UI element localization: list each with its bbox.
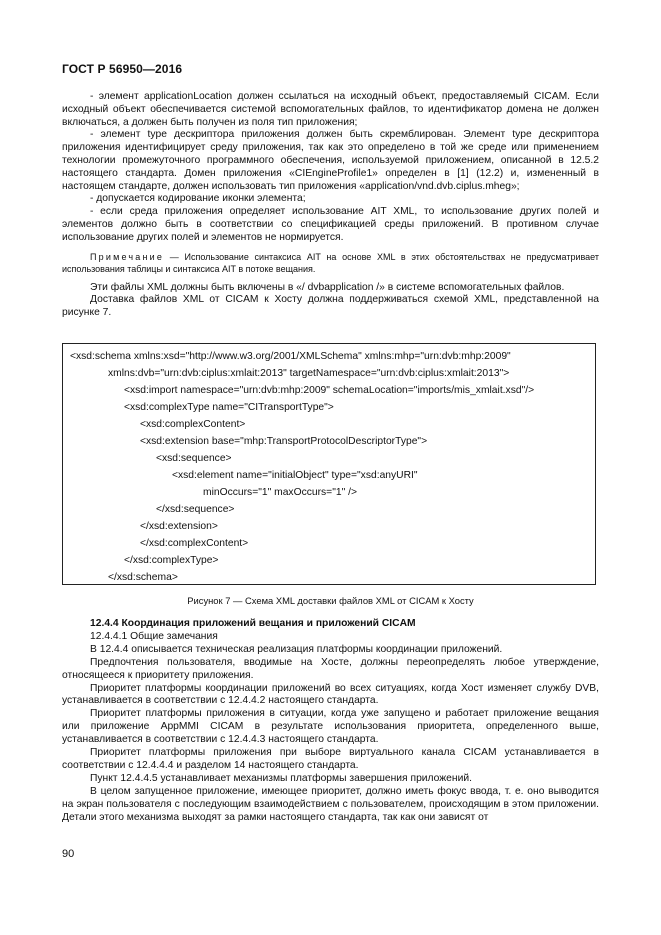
paragraph: Эти файлы XML должны быть включены в «/ dvbapplication /» в системе вспомогательных файлов. [90,281,565,293]
paragraph: В 12.4.4 описывается техническая реализация платформы координации приложений. [90,643,503,655]
code-line: <xsd:complexType name="CITransportType"> [124,402,334,413]
code-line: minOccurs="1" maxOccurs="1" /> [203,487,357,498]
document-header: ГОСТ Р 56950—2016 [62,62,183,76]
intro-text [62,91,599,320]
paragraph: Доставка файлов XML от CICAM к Хосту должна поддерживаться схемой XML, представленной на рисунке 7. [62,294,599,319]
section-12-4-4 [62,618,599,825]
paragraph: Пункт 12.4.4.5 устанавливает механизмы платформы завершения приложений. [90,772,472,784]
paragraph: - элемент applicationLocation должен ссылаться на исходный объект, предоставляемый CICAM. Если исходный объект обеспечивается системой вспомогательных файлов, то идентификатор домена не должен включаться, а должен быть получен из поля тип приложения; [62,91,599,128]
note-text: — Использование синтаксиса AIT на основе XML в этих обстоятельствах не предусматривает использования таблицы и синтаксиса AIT в потоке вещания. [62,251,599,275]
paragraph: - элемент type дескриптора приложения должен быть скремблирован. Элемент type дескриптора приложения идентифицирует среду приложения, так как это определено в той же среде или применением технологии промежуточного программного обеспечения, используемой приложением, описанной в 12.5.2 настоящего стандарта. Домен приложения «CIEngineProfile1» определен в [1] (12.2) и, измененный в настоящем стандарте, должен использовать тип приложения «application/vnd.dvb.ciplus.mheg»; [62,129,599,192]
code-line: <xsd:import namespace="urn:dvb:mhp:2009" schemaLocation="imports/mis_xmlait.xsd"/> [124,385,535,396]
paragraph: Приоритет платформы приложения в ситуации, когда уже запущено и работает приложение вещания или приложение AppMMI CICAM в результате использования приоритета, определенного выше, устанавливается в соответствии с 12.4.4.3 настоящего стандарта. [62,708,599,746]
paragraph: Приоритет платформы приложения при выборе виртуального канала CICAM устанавливается в соответствии с 12.4.4.4 и разделом 14 настоящего стандарта. [62,747,599,771]
code-line: <xsd:complexContent> [140,419,246,430]
code-line: </xsd:complexType> [124,555,219,566]
note-label: Примечание [90,251,165,262]
paragraph: Предпочтения пользователя, вводимые на Хосте, должны переопределять любое утверждение, относящееся к приоритету приложения. [62,656,599,681]
code-line: </xsd:schema> [108,572,178,583]
figure-caption: Рисунок 7 — Схема XML доставки файлов XML от CICAM к Хосту [187,595,474,606]
code-line: </xsd:sequence> [156,504,235,515]
xml-schema-figure [62,343,596,585]
page-number: 90 [62,848,75,860]
note-paragraph [62,251,599,276]
subsection-heading: 12.4.4.1 Общие замечания [90,630,218,642]
code-line: <xsd:element name="initialObject" type="xsd:anyURI" [172,470,418,481]
code-line: xmlns:dvb="urn:dvb:ciplus:xmlait:2013" targetNamespace="urn:dvb:ciplus:xmlait:2013"> [108,368,510,379]
paragraph: Приоритет платформы координации приложений во всех ситуациях, когда Хост изменяет службу DVB, устанавливается в соответствии с 12.4.4.2 настоящего стандарта. [62,682,599,707]
code-line: </xsd:extension> [140,521,218,532]
code-line: <xsd:schema xmlns:xsd="http://www.w3.org/2001/XMLSchema" xmlns:mhp="urn:dvb:mhp:2009" [70,351,511,362]
paragraph: - допускается кодирование иконки элемента; [90,193,306,205]
code-line: </xsd:complexContent> [140,538,249,549]
paragraph: - если среда приложения определяет использование AIT XML, то использование других полей и элементов должно быть в соответствии со спецификацией среды приложений. В противном случае использование других полей и элементов не нормируется. [62,206,599,243]
code-line: <xsd:extension base="mhp:TransportProtocolDescriptorType"> [140,436,428,447]
paragraph: В целом запущенное приложение, имеющее приоритет, должно иметь фокус ввода, т. е. оно выводится на экран пользователя с последующим взаимодействием с пользователем, происходящим в этом приложении. Детали этого механизма выходят за рамки настоящего стандарта, так как они зависят от [62,785,599,823]
section-heading: 12.4.4 Координация приложений вещания и приложений CICAM [90,618,416,629]
code-line: <xsd:sequence> [156,453,232,464]
